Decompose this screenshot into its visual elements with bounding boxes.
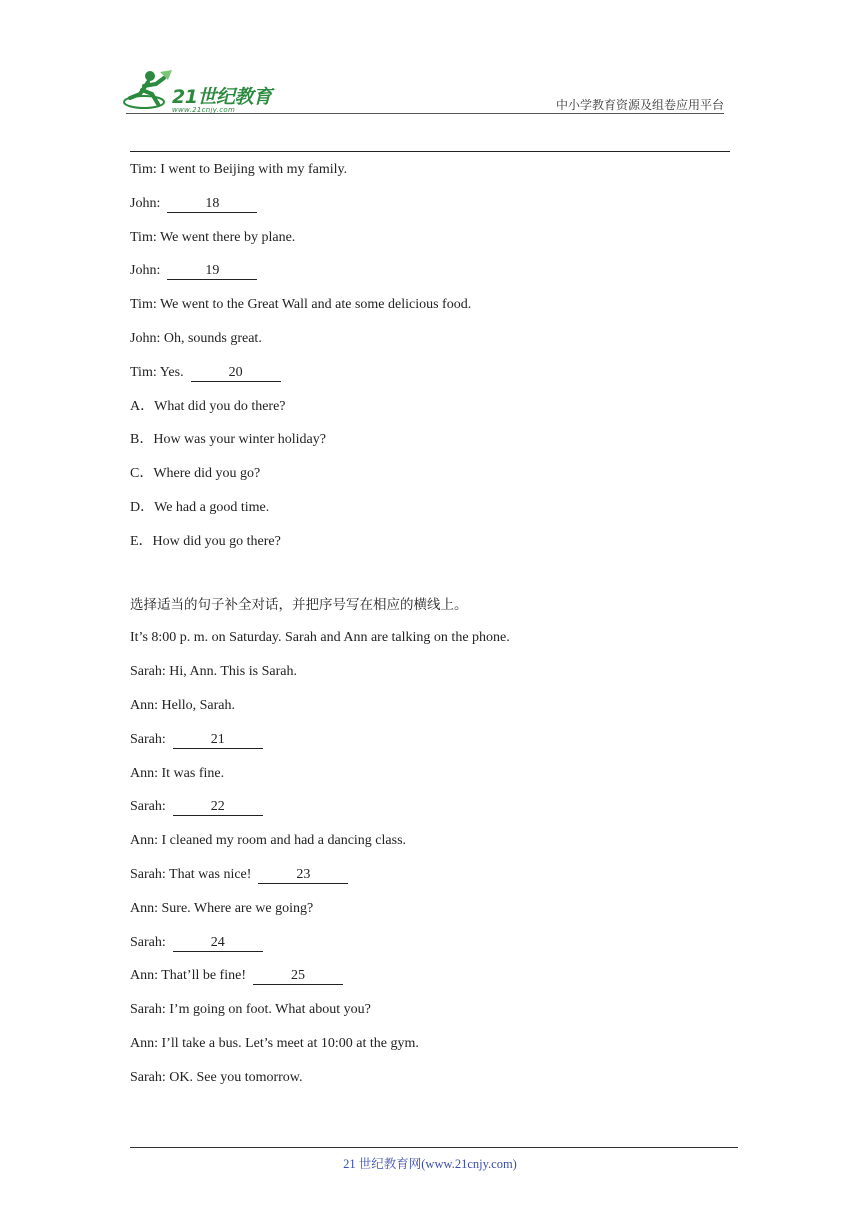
options-1: [130, 397, 730, 566]
dialog-line: [130, 363, 730, 397]
dialog-line-text: Sarah: That was nice!: [130, 866, 259, 882]
dialog-line-text: Sarah: Hi, Ann. This is Sarah.: [130, 664, 297, 680]
logo-text: 21世纪教育: [172, 86, 272, 108]
dialog-line: [130, 329, 730, 363]
option-item: A．What did you do there?: [130, 398, 286, 414]
dialog-line: [130, 1000, 730, 1034]
dialog-line: [130, 194, 730, 228]
dialog-line-text: Sarah: I’m going on foot. What about you?: [130, 1002, 371, 1018]
logo-url: www.21cnjy.com: [172, 106, 236, 114]
dialog-line-text: Ann: It was fine.: [130, 765, 225, 781]
section-spacer: [130, 566, 730, 595]
dialog-line-text: Tim: We went to the Great Wall and ate some delicious food.: [130, 297, 472, 313]
answer-blank[interactable]: 21: [173, 732, 263, 749]
runner-logo-icon: [120, 68, 176, 114]
dialog-line-text: Tim: I went to Beijing with my family.: [130, 162, 348, 177]
answer-blank[interactable]: 24: [173, 935, 263, 952]
dialog-line: [130, 865, 730, 899]
dialog-line: [130, 1034, 730, 1068]
dialog-line: [130, 730, 730, 764]
answer-blank[interactable]: 18: [167, 196, 257, 213]
option-item: D．We had a good time.: [130, 499, 270, 515]
dialog-line: [130, 662, 730, 696]
dialog-line: [130, 764, 730, 798]
answer-blank[interactable]: 19: [167, 263, 257, 280]
option-item: B．How was your winter holiday?: [130, 432, 326, 448]
header-platform-text: 中小学教育资源及组卷应用平台: [555, 98, 724, 112]
answer-blank[interactable]: 20: [191, 365, 281, 382]
dialog-line-text: Sarah:: [130, 731, 173, 747]
dialog-line: [130, 628, 730, 662]
dialog-line-text: Ann: I’ll take a bus. Let’s meet at 10:00 at the gym.: [130, 1035, 419, 1051]
dialog-line: [130, 261, 730, 295]
dialog-line-text: Ann: That’ll be fine!: [130, 968, 253, 984]
dialog-line: [130, 899, 730, 933]
header-divider: [126, 113, 724, 114]
dialog-line: [130, 160, 730, 194]
logo: [120, 68, 290, 114]
dialog-2: [130, 628, 730, 1101]
dialog-line-text: It’s 8:00 p. m. on Saturday. Sarah and Ann are talking on the phone.: [130, 630, 510, 646]
dialog-line: [130, 295, 730, 329]
dialog-line: [130, 228, 730, 262]
dialog-1: [130, 160, 730, 397]
dialog-line: [130, 966, 730, 1000]
dialog-line-text: Sarah:: [130, 799, 173, 815]
document-body: [130, 160, 730, 1102]
footer-text: 21 世纪教育网(www.21cnjy.com): [343, 1157, 517, 1171]
dialog-line: [130, 933, 730, 967]
footer-divider: [130, 1147, 738, 1148]
answer-blank[interactable]: 25: [253, 968, 343, 985]
dialog-line-text: Tim: Yes.: [130, 364, 191, 380]
option-item: C．Where did you go?: [130, 466, 261, 482]
top-rule: [130, 151, 730, 152]
dialog-line-text: John: Oh, sounds great.: [130, 330, 262, 346]
answer-blank[interactable]: 22: [173, 799, 263, 816]
dialog-line-text: Ann: Sure. Where are we going?: [130, 900, 314, 916]
dialog-line: [130, 1068, 730, 1102]
dialog-line-text: John:: [130, 195, 168, 211]
dialog-line-text: Ann: Hello, Sarah.: [130, 697, 235, 713]
dialog-line-text: Sarah:: [130, 934, 173, 950]
dialog-line-text: John:: [130, 263, 168, 279]
dialog-line: [130, 831, 730, 865]
dialog-line-text: Sarah: OK. See you tomorrow.: [130, 1069, 303, 1085]
page-header: [120, 62, 730, 116]
dialog-line: [130, 696, 730, 730]
dialog-line-text: Ann: I cleaned my room and had a dancing class.: [130, 833, 407, 849]
instruction-text: 选择适当的句子补全对话，并把序号写在相应的横线上。: [130, 596, 468, 613]
answer-blank[interactable]: 23: [258, 867, 348, 884]
option-item: E．How did you go there?: [130, 533, 281, 549]
dialog-line: [130, 797, 730, 831]
dialog-line-text: Tim: We went there by plane.: [130, 229, 296, 245]
